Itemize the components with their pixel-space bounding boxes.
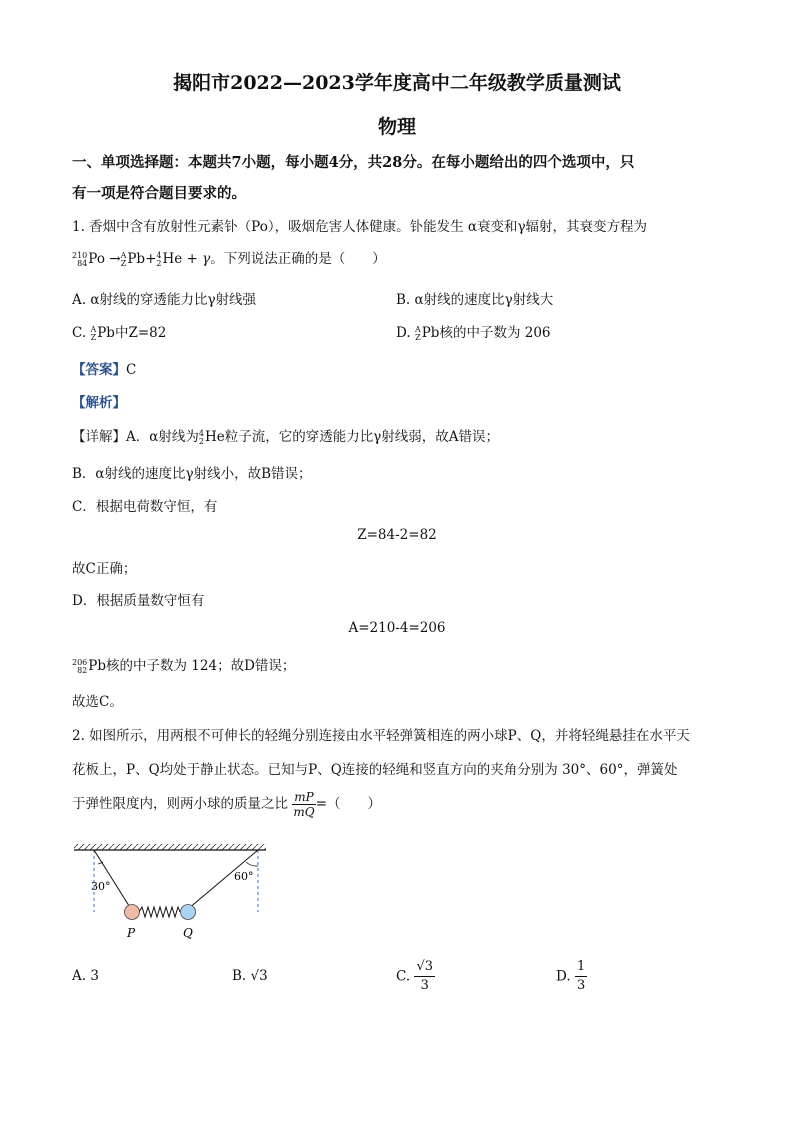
option-letter: D. [396,325,411,341]
option-c-fraction [414,958,435,995]
fraction-numerator: 1 [575,958,587,977]
q2-stem-line1: 2. 如图所示，用两根不可伸长的轻绳分别连接由水平轻弹簧相连的两小球P、Q，并将轻绳悬挂在水平天 [72,728,690,744]
detail-a-text: A．α射线为 [126,429,199,445]
q1-detail-d: D．根据质量数守恒有 [72,593,205,609]
he-atomic-number: 2 [156,258,162,268]
stem-text: 于弹性限度内，则两小球的质量之比 [72,796,288,812]
spring [139,907,180,917]
equation-z: Z=84-2=82 [357,527,437,543]
ratio-numerator: mP [294,790,314,804]
atomic-number: Z [415,332,421,342]
pb-atomic-number: 82 [77,665,88,675]
q1-option-c [72,321,166,342]
spring-balls-diagram [70,840,270,940]
po-atomic-number: 84 [77,258,88,268]
answer-tag: 【答案】 [72,362,126,378]
option-text: Pb中Z=82 [97,325,167,341]
ball-p-label: P [127,926,136,940]
plus-sign: + [186,251,198,267]
he-mass-number: 4 [198,428,204,438]
pb-nuclide-numbers [90,326,96,342]
pb-atomic-number: Z [120,258,127,268]
q1-final-answer: 故选C。 [72,694,123,710]
section-heading-line2: 有一项是符合题目要求的。 [72,185,246,202]
pb-mass-number: 206 [72,657,88,667]
q1-detail-c-conclusion: 故C正确； [72,561,137,577]
fraction-numerator: √3 [414,958,435,977]
pb-nuclide-numbers [72,659,87,675]
q1-decay-equation [72,247,386,268]
stem-tail: =（ ） [315,796,382,812]
angle-label-right: 60° [234,870,254,883]
option-text: Pb核的中子数为 206 [421,325,551,341]
he-atomic-number: 2 [198,436,204,446]
detail-a-conclusion: He粒子流，它的穿透能力比γ射线弱，故A错误； [204,429,500,445]
q1-detail-c: C．根据电荷数守恒，有 [72,499,218,515]
q1-option-b: B. α射线的速度比γ射线大 [396,292,554,308]
option-d-fraction [575,958,587,995]
q2-option-b [232,968,268,984]
page-title: 揭阳市2022—2023学年度高中二年级教学质量测试 [173,72,621,94]
equation-a: A=210-4=206 [348,620,446,636]
q1-stem-line2-tail: 。下列说法正确的是（ ） [210,251,386,267]
section-heading-line1: 一、单项选择题：本题共7小题，每小题4分，共28分。在每小题给出的四个选项中，只 [72,154,635,171]
q2-stem-line2: 花板上，P、Q均处于静止状态。已知与P、Q连接的轻绳和竖直方向的夹角分别为 30°、60°，弹簧处 [72,762,678,778]
decay-arrow: → [109,251,121,267]
mass-number: A [414,324,421,334]
option-value: √3 [250,968,268,984]
he-nuclide-numbers [199,430,204,446]
po-nuclide-numbers [72,252,87,268]
q2-option-a: A. 3 [72,968,99,984]
he-mass-number: 4 [156,250,162,260]
angle-arc-right [246,862,258,866]
q1-answer [72,358,136,378]
option-letter: C. [72,325,87,341]
q1-stem-line1: 1. 香烟中含有放射性元素钋（Po），吸烟危害人体健康。钋能发生 α衰变和γ辐射，其衰变方程为 [72,219,648,235]
q1-option-d [396,321,551,342]
angle-label-left: 30° [91,880,111,893]
mass-ratio-fraction [292,790,315,819]
q1-detail-a [72,425,499,446]
plus-sign: + [145,251,157,267]
pb-nuclide-numbers [121,252,127,268]
option-letter: D. [556,968,571,985]
atomic-number: Z [90,332,97,342]
q1-detail-b: B．α射线的速度比γ射线小，故B错误； [72,466,312,482]
he-symbol: He [162,251,183,267]
answer-value: C [126,362,137,378]
po-mass-number: 210 [72,250,88,260]
q2-option-c [396,958,435,995]
po-symbol: Po [88,251,105,267]
mass-number: A [90,324,97,334]
ratio-denominator: mQ [293,805,315,819]
pb-nuclide-numbers [415,326,421,342]
fraction-denominator: 3 [576,978,586,993]
q1-option-a: A. α射线的穿透能力比γ射线强 [72,292,257,308]
subject-title: 物理 [377,116,416,138]
option-letter: B. [232,968,247,984]
detail-d-text: Pb核的中子数为 124；故D错误； [88,658,296,674]
q2-option-d [556,958,587,995]
detail-tag: 【详解】 [72,429,126,445]
he-nuclide-numbers [156,252,161,268]
ball-q-label: Q [183,926,193,940]
gamma-symbol: γ [202,251,211,267]
pb-symbol: Pb [127,251,146,267]
option-letter: C. [396,968,411,985]
ball-p [125,905,140,920]
ceiling-hatch [74,844,266,850]
pb-mass-number: A [120,250,127,260]
q2-stem-line3 [72,790,381,819]
q1-detail-d-conclusion [72,654,295,675]
ball-q [181,905,196,920]
analysis-tag: 【解析】 [72,395,126,411]
fraction-denominator: 3 [420,978,429,993]
